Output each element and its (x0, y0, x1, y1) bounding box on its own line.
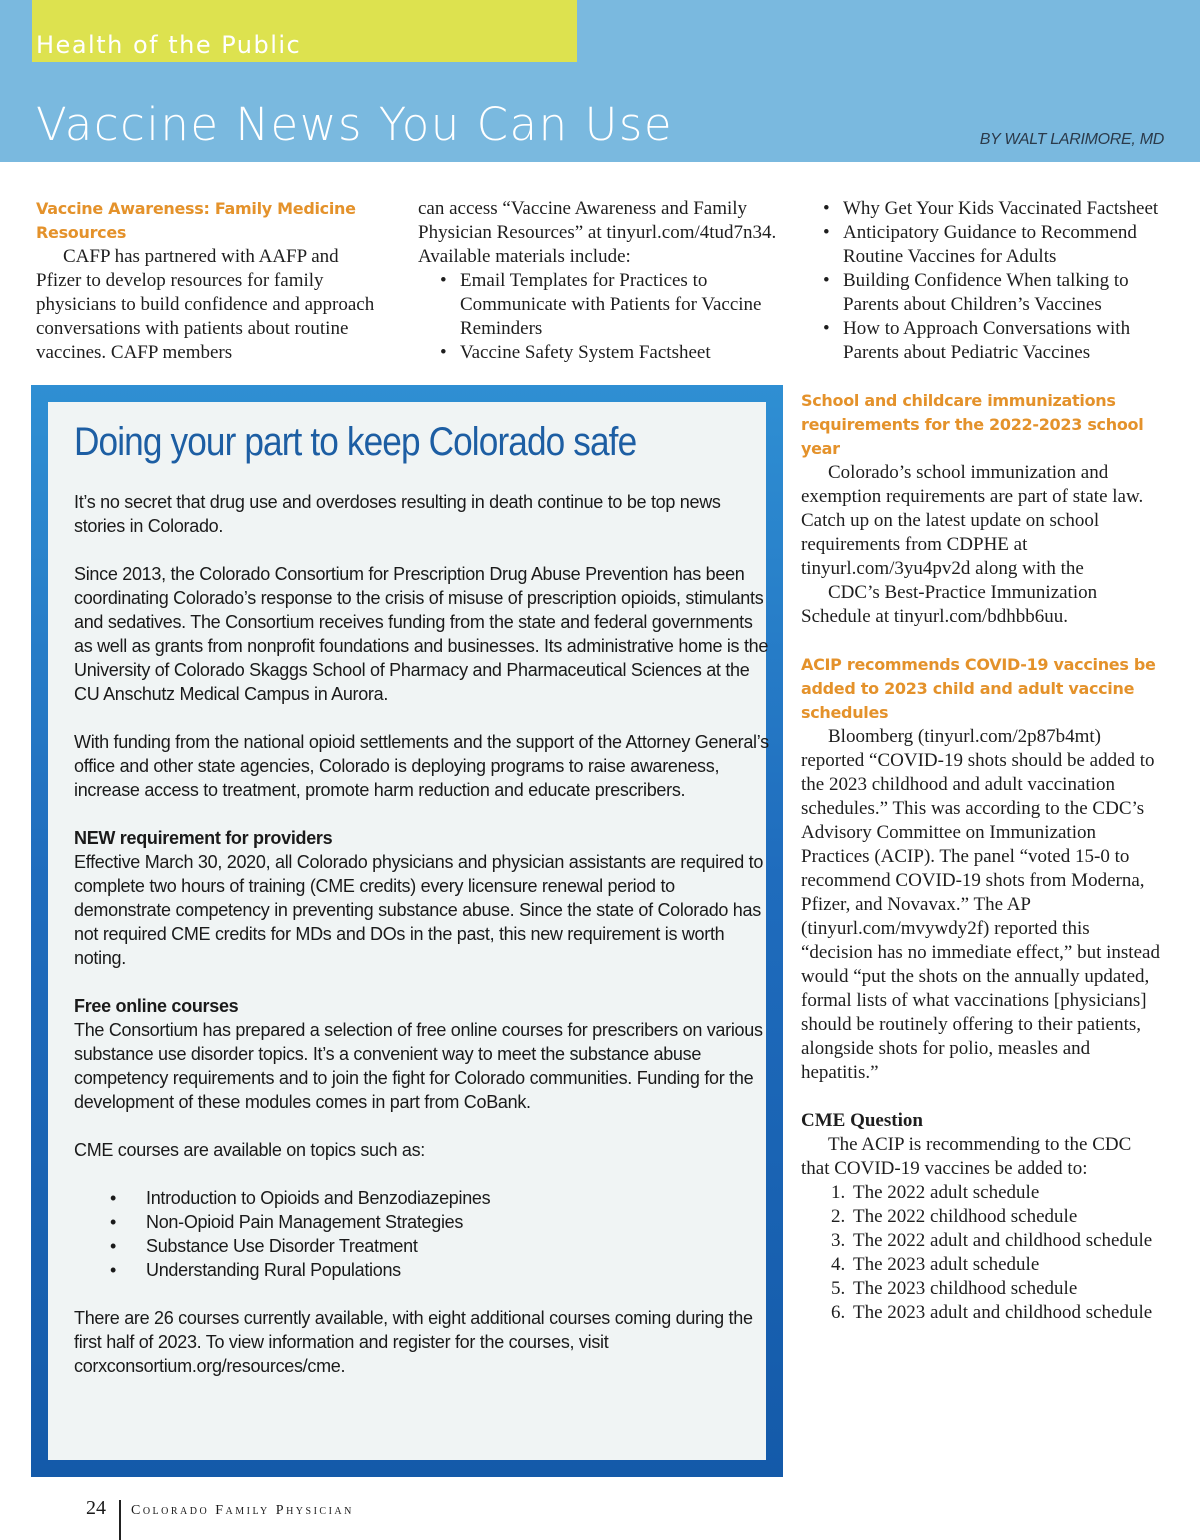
sidebar-para: With funding from the national opioid settlements and the support of the Attorney General’s office and other state agencies, Colorado is deploying programs to raise awareness, increase access to treatment, promote harm reduction and educate prescribers. (74, 732, 769, 800)
column-2 (418, 197, 778, 365)
publication-name: Colorado Family Physician (131, 1503, 354, 1518)
list-item: • Building Confidence When talking to Parents about Children’s Vaccines (801, 269, 1163, 317)
sidebar-subheading: Free online courses (74, 996, 239, 1016)
page-title: Vaccine News You Can Use (36, 98, 674, 151)
section-tag (32, 0, 577, 62)
article2-heading: School and childcare immunizations requirements for the 2022-2023 school year (801, 391, 1144, 458)
article3-heading: ACIP recommends COVID-19 vaccines be added to 2023 child and adult vaccine schedules (801, 655, 1156, 722)
cme-option: 1. The 2022 adult schedule (831, 1182, 1040, 1203)
article1-heading: Vaccine Awareness: Family Medicine Resources (36, 199, 356, 242)
list-item: • Introduction to Opioids and Benzodiazepines (74, 1186, 774, 1210)
cme-option: 5. The 2023 childhood schedule (831, 1278, 1078, 1299)
byline: BY WALT LARIMORE, MD (979, 131, 1164, 148)
cme-heading: CME Question (801, 1110, 923, 1131)
sidebar-para: CME courses are available on topics such as: (74, 1140, 425, 1160)
sidebar-subheading: NEW requirement for providers (74, 828, 333, 848)
cme-option: 2. The 2022 childhood schedule (831, 1206, 1078, 1227)
article1-col1-text: CAFP has partnered with AAFP and Pfizer to develop resources for family physicians to build confidence and approach conversations with patients about routine vaccines. CAFP members (36, 246, 375, 363)
sidebar-para: Effective March 30, 2020, all Colorado physicians and physician assistants are required to complete two hours of training (CME credits) every licensure renewal period to demonstrate competency in preventing substance abuse. Since the state of Colorado has not required CME credits for MDs and DOs in the past, this new requirement is worth noting. (74, 852, 764, 968)
list-item: • Vaccine Safety System Factsheet (418, 341, 778, 365)
footer-divider (119, 1500, 121, 1540)
cme-question: The ACIP is recommending to the CDC that COVID-19 vaccines be added to: (801, 1134, 1132, 1179)
sidebar-title: Doing your part to keep Colorado safe (74, 420, 637, 464)
cme-option: 6. The 2023 adult and childhood schedule (831, 1302, 1153, 1323)
resource-list-b (801, 197, 1163, 365)
article2-para1: Colorado’s school immunization and exemption requirements are part of state law. Catch up on the latest update on school requirements from CDPHE at tinyurl.com/3yu4pv2d along with the (801, 462, 1144, 579)
sidebar-para: There are 26 courses currently available, with eight additional courses coming during the first half of 2023. To view information and register for the courses, visit corxconsortium.org/resources/cme. (74, 1308, 753, 1376)
article1-col2-text: can access “Vaccine Awareness and Family Physician Resources” at tinyurl.com/4tud7n34. Available materials include: (418, 198, 777, 267)
sidebar-para: The Consortium has prepared a selection of free online courses for prescribers on various substance use disorder topics. It’s a convenient way to meet the substance abuse competency requirements and to join the fight for Colorado communities. Funding for the development of these modules comes in part from CoBank. (74, 1020, 763, 1112)
sidebar-body (74, 490, 774, 1378)
list-item: • Understanding Rural Populations (74, 1258, 774, 1282)
list-item: • Email Templates for Practices to Communicate with Patients for Vaccine Reminders (418, 269, 778, 341)
column-1 (36, 197, 376, 365)
cme-option: 3. The 2022 adult and childhood schedule (831, 1230, 1153, 1251)
column-3 (801, 197, 1163, 1325)
sidebar-para: Since 2013, the Colorado Consortium for Prescription Drug Abuse Prevention has been coordinating Colorado’s response to the crisis of misuse of prescription opioids, stimulants and sedatives. The Consortium receives funding from the state and federal governments as well as grants from nonprofit foundations and businesses. Its administrative home is the University of Colorado Skaggs School of Pharmacy and Pharmaceutical Sciences at the CU Anschutz Medical Campus in Aurora. (74, 564, 769, 704)
page-number: 24 (86, 1497, 106, 1519)
resource-list-a (418, 269, 778, 365)
section-label: Health of the Public (36, 31, 302, 59)
article3-para: Bloomberg (tinyurl.com/2p87b4mt) reported “COVID-19 shots should be added to the 2023 childhood and adult vaccination schedules.” This was according to the CDC’s Advisory Committee on Immunization Practices (ACIP). The panel “voted 15-0 to recommend COVID-19 shots from Moderna, Pfizer, and Novavax.” The AP (tinyurl.com/mvywdy2f) reported this “decision has no immediate effect,” but instead would “put the shots on the annually updated, formal lists of what vaccinations [physicians] should be routinely offering to their patients, alongside shots for polio, measles and hepatitis.” (801, 726, 1160, 1083)
list-item: • Why Get Your Kids Vaccinated Factsheet (801, 197, 1163, 221)
list-item: • How to Approach Conversations with Parents about Pediatric Vaccines (801, 317, 1163, 365)
list-item: • Non-Opioid Pain Management Strategies (74, 1210, 774, 1234)
article2-para2: CDC’s Best-Practice Immunization Schedule at tinyurl.com/bdhbb6uu. (801, 582, 1098, 627)
cme-option: 4. The 2023 adult schedule (831, 1254, 1040, 1275)
sidebar-para: It’s no secret that drug use and overdoses resulting in death continue to be top news stories in Colorado. (74, 492, 721, 536)
cme-topics-list (74, 1186, 774, 1282)
cme-options (801, 1181, 1163, 1325)
list-item: • Anticipatory Guidance to Recommend Routine Vaccines for Adults (801, 221, 1163, 269)
list-item: • Substance Use Disorder Treatment (74, 1234, 774, 1258)
